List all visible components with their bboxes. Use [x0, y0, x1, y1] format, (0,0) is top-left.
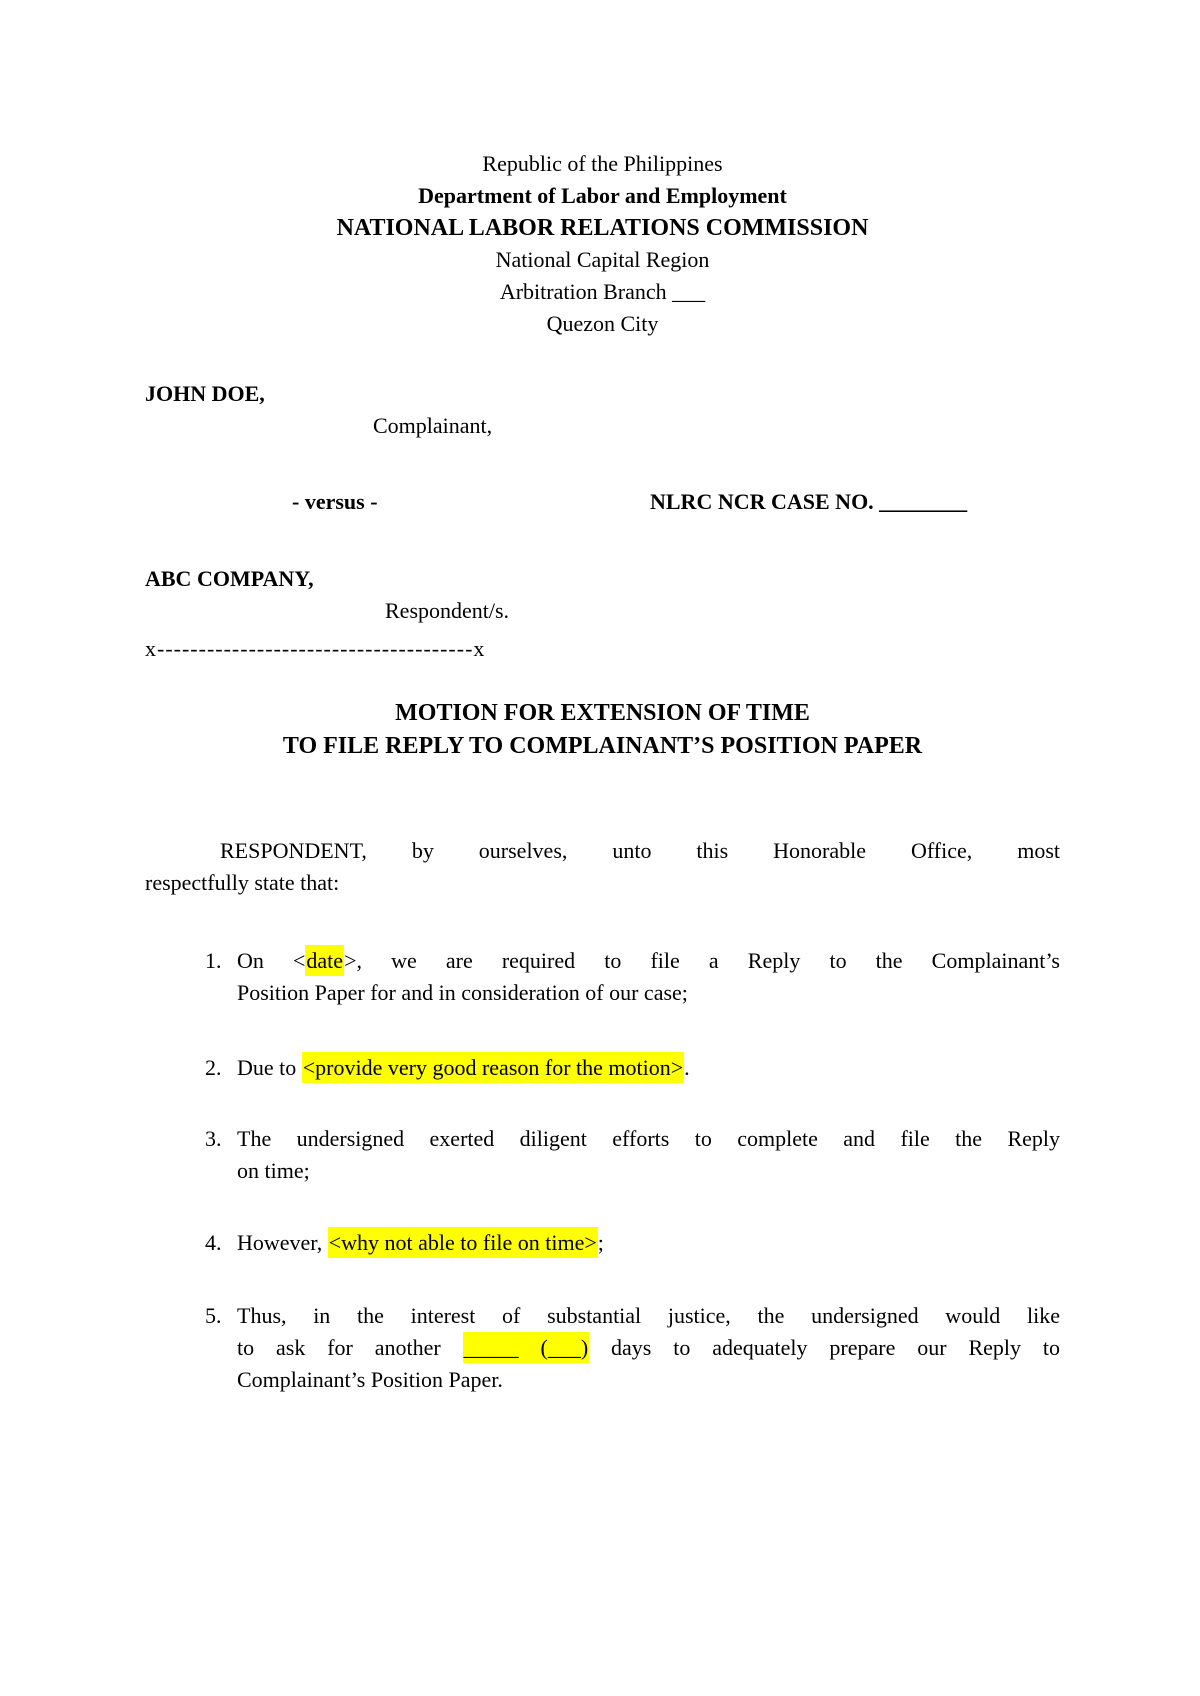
excuse-placeholder: <why not able to file on time>	[328, 1227, 598, 1258]
item-text-segment: ;	[597, 1230, 604, 1255]
header-line-city: Quezon City	[546, 311, 659, 336]
item-text-segment: Position Paper for and in consideration of our case;	[237, 980, 688, 1005]
caption-separator: x--------------------------------------x	[145, 636, 486, 661]
item-line	[237, 1155, 1060, 1187]
header-line-commission: NATIONAL LABOR RELATIONS COMMISSION	[336, 215, 869, 241]
header-line-department: Department of Labor and Employment	[418, 183, 787, 208]
case-caption	[145, 378, 1060, 665]
respondent-name: ABC COMPANY,	[145, 566, 314, 591]
respondent-role: Respondent/s.	[385, 598, 510, 623]
item-line	[237, 1300, 1060, 1332]
motion-item-4	[205, 1227, 1060, 1259]
item-line	[237, 1332, 1060, 1364]
motion-item-1	[205, 945, 1060, 1009]
item-line	[237, 945, 1060, 977]
header-line-region: National Capital Region	[495, 247, 710, 272]
date-placeholder: date	[305, 945, 344, 976]
motion-item-2	[205, 1052, 1060, 1084]
item-number: 3.	[205, 1126, 222, 1151]
item-text-segment: Thus, in the interest of substantial justice, the undersigned would like	[237, 1303, 1060, 1328]
motion-item-3	[205, 1123, 1060, 1187]
document-title-line2: TO FILE REPLY TO COMPLAINANT’S POSITION PAPER	[282, 733, 923, 759]
reason-placeholder: <provide very good reason for the motion>	[302, 1052, 684, 1083]
item-text-segment: >, we are required to file a Reply to the Complainant’s	[344, 948, 1060, 973]
opening-paragraph-line2: respectfully state that:	[145, 870, 340, 895]
document-title-line1: MOTION FOR EXTENSION OF TIME	[395, 700, 810, 726]
item-text-segment: Complainant’s Position Paper.	[237, 1367, 503, 1392]
item-text-segment: days to adequately prepare our Reply to	[589, 1335, 1061, 1360]
item-line	[237, 977, 1060, 1009]
document-title	[145, 697, 1060, 763]
header-line-branch: Arbitration Branch ___	[499, 279, 706, 304]
case-number: NLRC NCR CASE NO. ________	[650, 489, 968, 514]
header-line-republic: Republic of the Philippines	[482, 151, 723, 176]
complainant-role: Complainant,	[373, 413, 493, 438]
item-number: 4.	[205, 1230, 222, 1255]
item-number: 1.	[205, 948, 222, 973]
item-text-segment: on time;	[237, 1158, 310, 1183]
complainant-name: JOHN DOE,	[145, 381, 265, 406]
item-line	[237, 1123, 1060, 1155]
item-number: 2.	[205, 1055, 222, 1080]
opening-paragraph-line1: RESPONDENT, by ourselves, unto this Honorable Office, most	[220, 838, 1060, 863]
versus-row	[145, 486, 1060, 518]
item-line	[237, 1364, 1060, 1396]
item-text-segment: to ask for another	[237, 1335, 463, 1360]
versus-label: - versus -	[292, 489, 378, 514]
item-text-segment: The undersigned exerted diligent efforts to complete and file the Reply	[237, 1126, 1060, 1151]
item-text-segment: However,	[237, 1230, 328, 1255]
days-blank-placeholder: _____ (___)	[463, 1332, 590, 1363]
motion-items	[205, 945, 1060, 1396]
item-text-segment: .	[684, 1055, 690, 1080]
opening-paragraph	[145, 835, 1060, 899]
court-header	[145, 148, 1060, 340]
motion-item-5	[205, 1300, 1060, 1396]
item-text-segment: Due to	[237, 1055, 302, 1080]
item-line	[237, 1052, 1060, 1084]
item-line	[237, 1227, 1060, 1259]
item-number: 5.	[205, 1303, 222, 1328]
item-text-segment: On <	[237, 948, 306, 973]
